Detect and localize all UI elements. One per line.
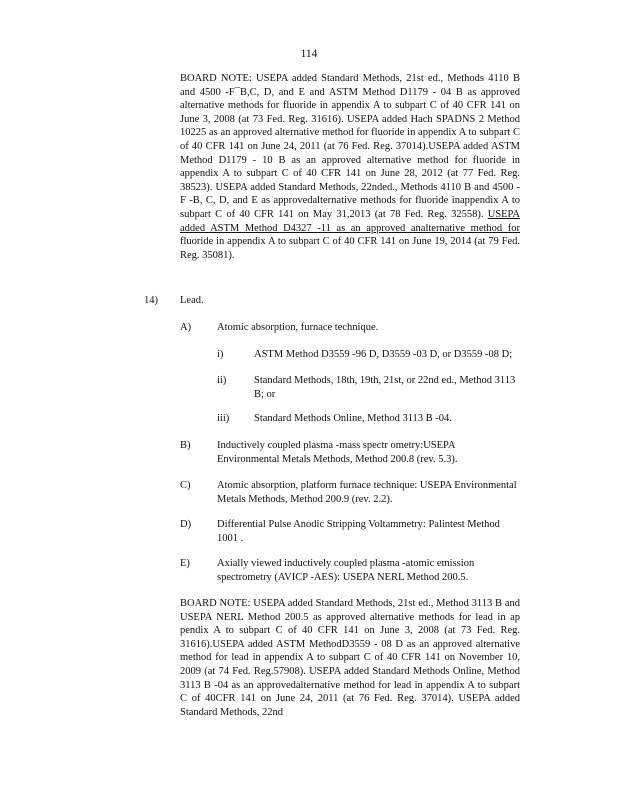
board-note-lead: BOARD NOTE: USEPA added Standard Methods, 21st ed., Method 3113 B and USEPA NERL Method 200.5 as approved alternative methods for lead in ap pendix A to subpart C of 40 CFR 141 on June 3, 2008 (at 73 Fed. Reg. 31616).USEPA added ASTM MethodD3559 - 08 D as an approved alternative method for lead in appendix A to subpart C of 40 CFR 141 on November 10, 2009 (at 74 Fed. Reg.57908). USEPA added Standard Methods Online, Method 3113 B -04 as an approvedalternative method for lead in appendix A to subpart C of 40CFR 141 on June 24, 2011 (at 76 Fed. Reg. 37014). USEPA added Standard Methods, 22nd [180,598,520,718]
item-b-letter: B) [180,440,191,451]
item-14-number: 14) [144,295,158,306]
board-note-fluoride [180,72,520,262]
item-d-text: Differential Pulse Anodic Stripping Voltammetry: Palintest Method 1001 . [217,519,500,544]
item-b-text: Inductively coupled plasma -mass spectr ometry:USEPA Environmental Metals Methods, Method 200.8 (rev. 5.3). [217,440,458,465]
item-e-text: Axially viewed inductively coupled plasma -atomic emission spectrometry (AVICP -AES): USEPA NERL Method 200.5. [217,558,475,583]
item-e-letter: E) [180,558,190,569]
item-a-letter: A) [180,322,192,333]
item-a-ii-number: ii) [217,375,227,386]
board-note-fluoride-text: BOARD NOTE: USEPA added Standard Methods, 21st ed., Methods 4110 B and 4500 -F¯B,C, D, and E and ASTM Method D1179 - 04 B as approved alternative methods for fluoride in appendix A to subpart C of 40 CFR 141 on June 3, 2008 (at 73 Fed. Reg. 31616). USEPA added Hach SPADNS 2 Method 10225 as an approved alternative method for fluoride in appendix A to subpart C of 40 CFR 141 on June 24, 2011 (at 76 Fed. Reg. 37014).USEPA added ASTM Method D1179 - 10 B as an approved alternative method for fluoride in appendix A to subpart C of 40 CFR 141 on June 28, 2012 (at 77 Fed. Reg. 38523). USEPA added Standard Methods, 22nded., Methods 4110 B and 4500 -F -B, C, D, and E as approvedalternative methods for fluoride inappendix A to subpart C of 40 CFR 141 on May 31,2013 (at 78 Fed. Reg. 32558). [180,73,520,220]
board-note-fluoride-underlined: USEPA added ASTM Method D4327 -11 as an approved analternative method for [180,208,520,234]
item-14-label: Lead. [180,295,204,306]
item-a-i-text: ASTM Method D3559 -96 D, D3559 -03 D, or D3559 -08 D; [254,349,513,360]
item-a-i-number: i) [217,349,224,360]
page-number: 114 [300,48,318,60]
item-a-text: Atomic absorption, furnace technique. [217,322,379,333]
item-a-iii-text: Standard Methods Online, Method 3113 B -04. [254,413,452,424]
item-a-ii-text: Standard Methods, 18th, 19th, 21st, or 22nd ed., Method 3113 B; or [254,375,516,400]
item-c-text: Atomic absorption, platform furnace technique: USEPA Environmental Metals Methods, Method 200.9 (rev. 2.2). [217,480,517,505]
board-note-fluoride-text-end: fluoride in appendix A to subpart C of 40 CFR 141 on June 19, 2014 (at 79 Fed. Reg. 35081). [180,236,520,261]
item-c-letter: C) [180,480,191,491]
item-a-iii-number: iii) [217,413,230,424]
item-d-letter: D) [180,519,192,530]
